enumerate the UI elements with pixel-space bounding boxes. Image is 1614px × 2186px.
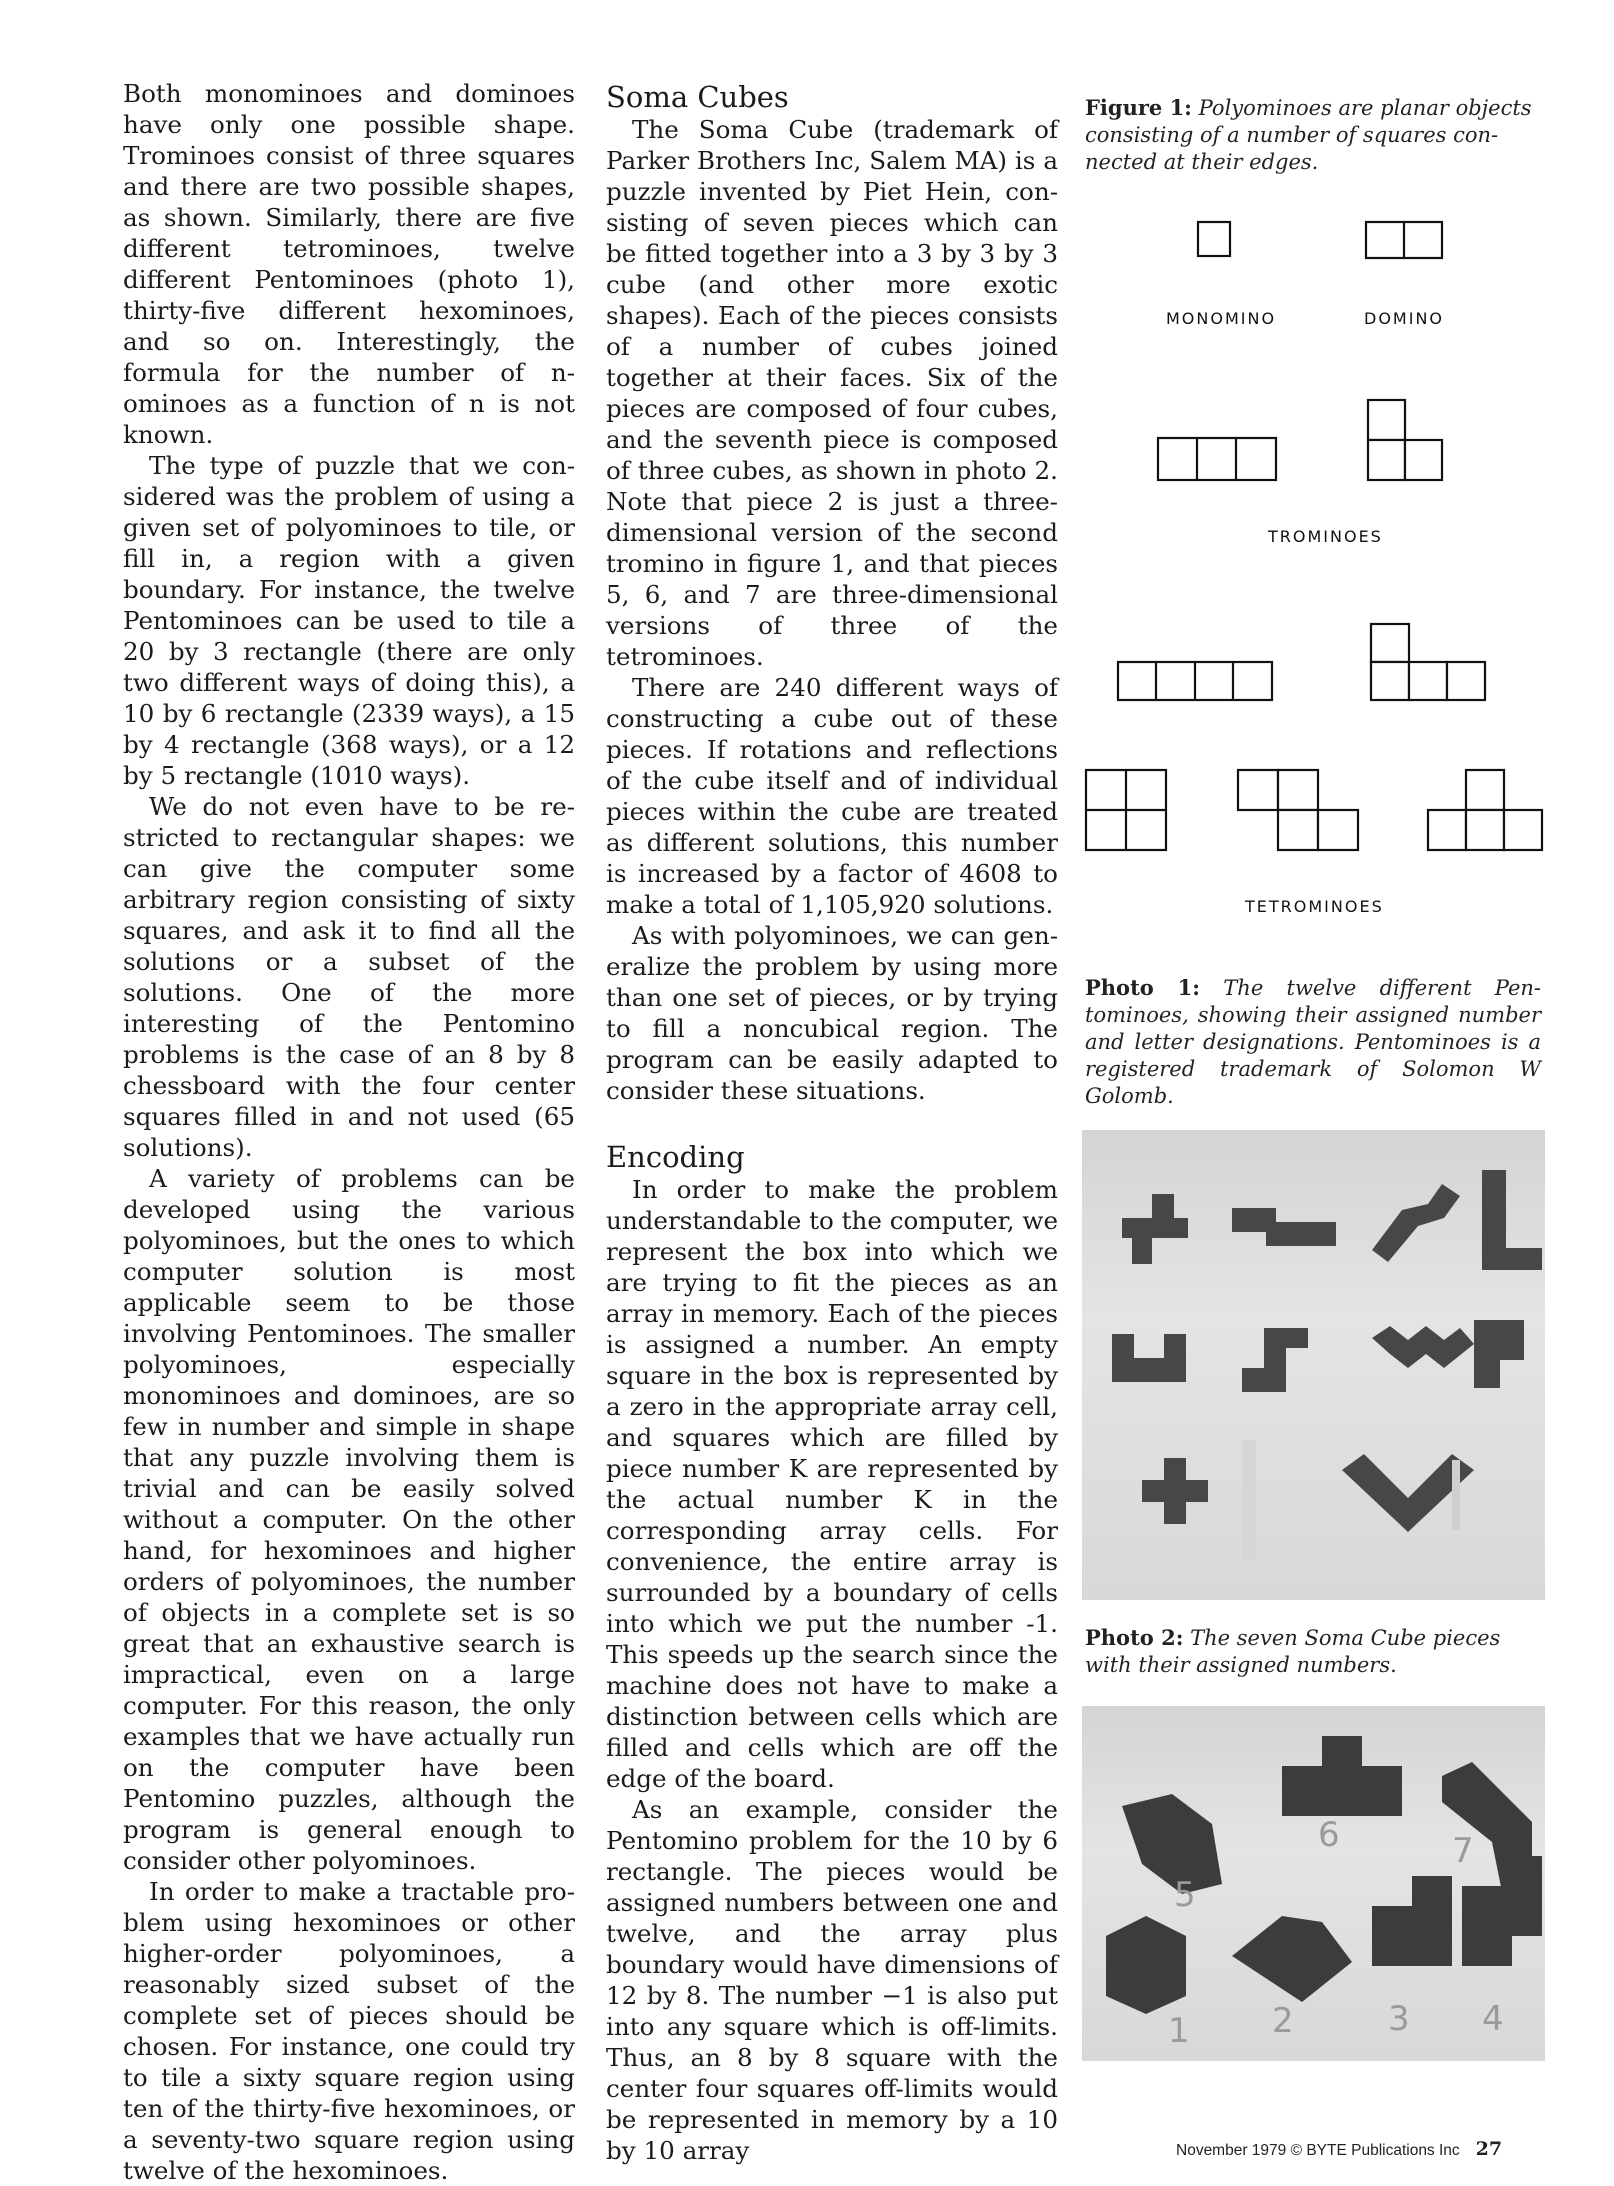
soma-number-6: 6 [1318, 1815, 1340, 1855]
soma-piece-6 [1282, 1736, 1402, 1816]
trominoes-label: TROMINOES [1268, 527, 1383, 546]
l-tetromino-shape [1428, 770, 1542, 850]
soma-number-3: 3 [1388, 1999, 1410, 2039]
soma-piece-4 [1462, 1856, 1542, 1966]
paragraph: As with polyominoes, we can generalize the problem by using more than one set of pieces, or by trying to fill a noncubical region. The program can be easily adapted to consider these situations. [606, 921, 1058, 1105]
pentomino-piece [1482, 1170, 1542, 1270]
t-tetromino-shape [1371, 624, 1485, 700]
photo-1-label: Photo 1: [1085, 975, 1201, 1000]
photo-2-caption [1085, 1624, 1541, 1679]
photo-2-label: Photo 2: [1085, 1625, 1184, 1650]
skew-tetromino-shape [1238, 770, 1358, 850]
photo-2-soma-cube [1082, 1706, 1545, 2061]
pentomino-piece [1232, 1208, 1336, 1246]
square-tetromino-shape [1086, 770, 1166, 850]
figure-1-caption-text: Polyominoes are planar objects consisting of a number of squares connected at their edges. [1085, 96, 1532, 174]
paragraph: As an example, consider the Pentomino problem for the 10 by 6 rectangle. The pieces would be assigned numbers between one and twelve, and the array plus boundary would have dimensions of 12 by 8. The number −1 is also put into any square which is off-limits. Thus, an 8 by 8 square with the center four squares off-limits would be represented in memory by a 10 by 10 array [606, 1795, 1058, 2165]
pentomino-piece [1112, 1334, 1186, 1382]
straight-tetromino-shape [1118, 662, 1272, 700]
paragraph: The Soma Cube (trademark of Parker Brothers Inc, Salem MA) is a puzzle invented by Piet Hein, consisting of seven pieces which can be fitted together into a 3 by 3 by 3 cube (and other more exotic shapes). Each of the pieces consists of a number of cubes joined together at their faces. Six of the pieces are composed of four cubes, and the seventh piece is composed of three cubes, as shown in photo 2. Note that piece 2 is just a three-dimensional version of the second tromino in figure 1, and that pieces 5, 6, and 7 are three-dimensional versions of three of the tetrominoes. [606, 115, 1058, 671]
pentomino-piece [1372, 1184, 1460, 1262]
soma-piece-5 [1122, 1794, 1222, 1894]
soma-number-5: 5 [1174, 1875, 1196, 1915]
pentomino-piece [1372, 1326, 1474, 1368]
monomino-shape [1198, 222, 1230, 256]
paragraph: We do not even have to be restricted to rectangular shapes: we can give the computer some arbitrary region consisting of sixty squares, and ask it to find all the solutions or a subset of the solutions. One of the more interesting of the Pentomino problems is the case of an 8 by 8 chessboard with the four center squares filled in and not used (65 solutions). [123, 792, 575, 1162]
soma-number-7: 7 [1452, 1831, 1474, 1871]
domino-shape [1366, 222, 1442, 258]
monomino-label: MONOMINO [1166, 309, 1277, 328]
tetrominoes-label: TETROMINOES [1245, 897, 1384, 916]
photo-2-caption-text: The seven Soma Cube pieces with their assigned numbers. [1085, 1626, 1501, 1677]
bent-tromino-shape [1368, 400, 1442, 480]
figure-1-caption [1085, 94, 1541, 176]
figure-1-polyominoes [1076, 200, 1556, 920]
straight-tromino-shape [1158, 438, 1276, 480]
pentomino-pieces [1082, 1130, 1545, 1600]
section-heading-encoding: Encoding [606, 1140, 745, 1174]
soma-piece-2 [1232, 1916, 1352, 2002]
photo-1-caption [1085, 974, 1541, 1110]
soma-piece-1 [1106, 1916, 1186, 2014]
photo-1-caption-text: The twelve different Pentominoes, showing their assigned number and letter designations. Pentominoes is a registered trademark of Solomon W Golomb. [1085, 976, 1542, 1108]
soma-number-4: 4 [1482, 1999, 1504, 2039]
paragraph: The type of puzzle that we considered was the problem of using a given set of polyominoes to tile, or fill in, a region with a given boundary. For instance, the twelve Pentominoes can be used to tile a 20 by 3 rectangle (there are only two different ways of doing this), a 10 by 6 rectangle (2339 ways), a 15 by 4 rectangle (368 ways), or a 12 by 5 rectangle (1010 ways). [123, 451, 575, 790]
soma-piece-3 [1372, 1876, 1452, 1966]
page-number: 27 [1475, 2138, 1503, 2160]
paragraph: In order to make the problem understandable to the computer, we represent the box into which we are trying to fit the pieces as an array in memory. Each of the pieces is assigned a number. An empty square in the box is represented by a zero in the appropriate array cell, and squares which are filled by piece number K are represented by the actual number K in the corresponding array cells. For convenience, the entire array is surrounded by a boundary of cells into which we put the number -1. This speeds up the search since the machine does not have to make a distinction between cells which are filled and cells which are off the edge of the board. [606, 1175, 1058, 1793]
column-1 [123, 78, 575, 2186]
pentomino-piece [1474, 1320, 1524, 1388]
soma-number-1: 1 [1168, 2011, 1190, 2051]
paragraph: There are 240 different ways of constructing a cube out of these pieces. If rotations and reflections of the cube itself and of individual pieces within the cube are treated as different solutions, this number is increased by a factor of 4608 to make a total of 1,105,920 solutions. [606, 673, 1058, 919]
pentomino-piece [1242, 1328, 1308, 1392]
pentomino-piece [1142, 1458, 1208, 1524]
pentomino-piece [1122, 1194, 1188, 1264]
soma-pieces [1082, 1706, 1545, 2061]
figure-1-label: Figure 1: [1085, 95, 1192, 120]
photo-1-pentominoes [1082, 1130, 1545, 1600]
paragraph: In order to make a tractable problem using hexominoes or other higher-order polyominoes, a reasonably sized subset of the complete set of pieces should be chosen. For instance, one could try to tile a sixty square region using ten of the thirty-five hexominoes, or a seventy-two square region using twelve of the hexominoes. [123, 1877, 575, 2185]
domino-label: DOMINO [1364, 309, 1444, 328]
paragraph: A variety of problems can be developed using the various polyominoes, but the ones to which computer solution is most applicable seem to be those involving Pentominoes. The smaller polyominoes, especially monominoes and dominoes, are so few in number and simple in shape that any puzzle involving them is trivial and can be easily solved without a computer. On the other hand, for hexominoes and higher orders of polyominoes, the number of objects in a complete set is so great that an exhaustive search is impractical, even on a large computer. For this reason, the only examples that we have actually run on the computer have been Pentomino puzzles, although the program is general enough to consider other polyominoes. [123, 1164, 575, 1875]
soma-number-2: 2 [1272, 2001, 1294, 2041]
section-heading-soma-cubes: Soma Cubes [606, 80, 789, 114]
footer-publication: November 1979 © BYTE Publications Inc [1176, 2142, 1460, 2159]
paragraph: Both monominoes and dominoes have only one possible shape. Trominoes consist of three squares and there are two possible shapes, as shown. Similarly, there are five different tetrominoes, twelve different Pentominoes (photo 1), thirty-five different hexominoes, and so on. Interestingly, the formula for the number of n-ominoes as a function of n is not known. [123, 79, 575, 449]
page-footer [1176, 2138, 1548, 2160]
column-2 [606, 80, 1058, 2166]
